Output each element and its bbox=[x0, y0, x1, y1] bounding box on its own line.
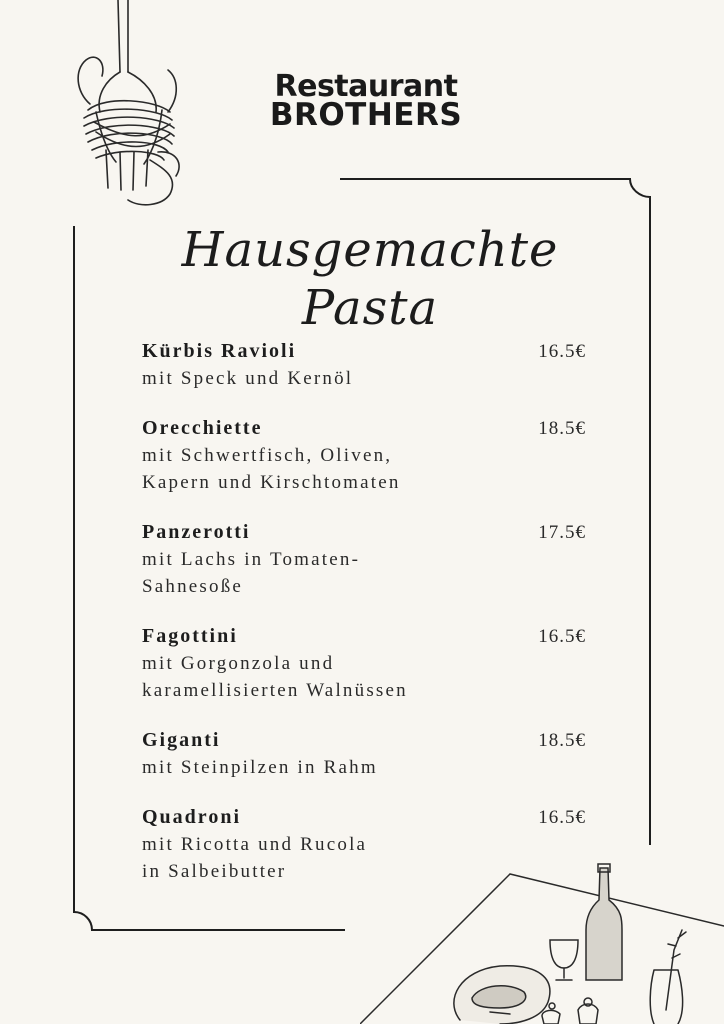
brand-line-1: Restaurant bbox=[274, 69, 458, 104]
item-description: mit Speck und Kernöl bbox=[142, 368, 354, 389]
item-name: Quadroni bbox=[142, 806, 241, 828]
menu-item bbox=[142, 519, 586, 600]
menu-item bbox=[142, 338, 586, 392]
item-name: Panzerotti bbox=[142, 521, 251, 543]
item-name: Orecchiette bbox=[142, 417, 263, 439]
menu-list bbox=[142, 338, 586, 908]
menu-item bbox=[142, 623, 586, 704]
item-name: Kürbis Ravioli bbox=[142, 340, 297, 362]
item-price: 17.5€ bbox=[538, 522, 586, 543]
item-description: mit Lachs in Tomaten- Sahnesoße bbox=[142, 549, 361, 597]
menu-item bbox=[142, 727, 586, 781]
item-description: mit Schwertfisch, Oliven, Kapern und Kirschtomaten bbox=[142, 445, 401, 493]
table-setting-illustration bbox=[360, 860, 724, 1024]
item-price: 16.5€ bbox=[538, 807, 586, 828]
item-description: mit Ricotta und Rucola in Salbeibutter bbox=[142, 834, 368, 882]
item-price: 18.5€ bbox=[538, 730, 586, 751]
item-price: 16.5€ bbox=[538, 341, 586, 362]
item-description: mit Gorgonzola und karamellisierten Walnüssen bbox=[142, 653, 408, 701]
menu-item bbox=[142, 415, 586, 496]
item-price: 18.5€ bbox=[538, 418, 586, 439]
item-name: Giganti bbox=[142, 729, 221, 751]
item-name: Fagottini bbox=[142, 625, 238, 647]
brand-line-2: BROTHERS bbox=[269, 97, 463, 133]
item-description: mit Steinpilzen in Rahm bbox=[142, 757, 378, 778]
page-title: Hausgemachte Pasta bbox=[181, 222, 559, 336]
item-price: 16.5€ bbox=[538, 626, 586, 647]
